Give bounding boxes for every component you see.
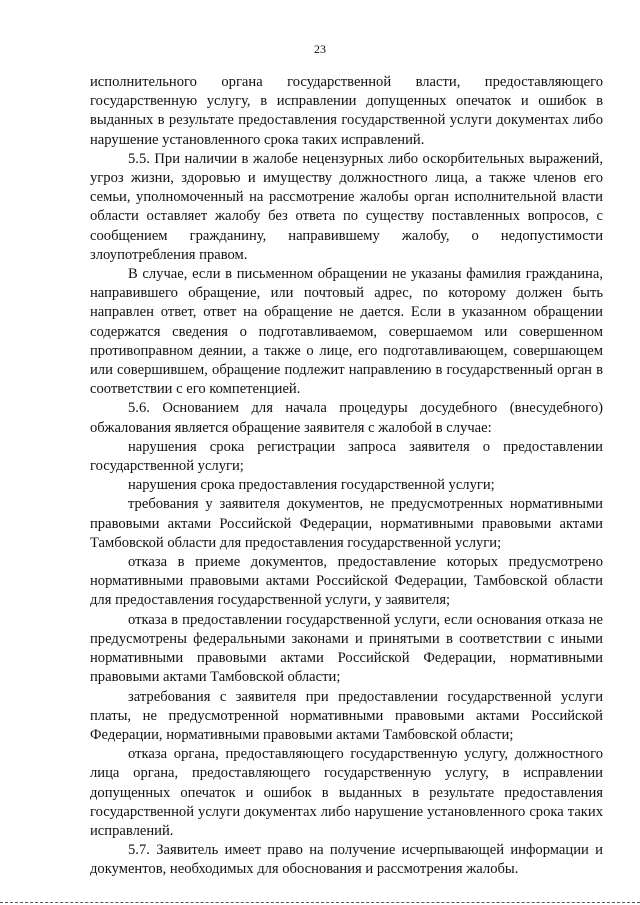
scan-bottom-edge bbox=[0, 901, 640, 903]
list-item-unlawful-fee: затребования с заявителя при предоставлении государственной услуги платы, не предусмотренной нормативными правовыми актами Российской Федерации, нормативными правовыми актами Тамбовской области; bbox=[90, 688, 603, 743]
paragraph-anonymous-appeal: В случае, если в письменном обращении не указаны фамилия гражданина, направившего обращение, или почтовый адрес, по которому должен быть направлен ответ, ответ на обращение не дается. Если в указанном обращении содержатся сведения о подготавливаемом, совершаемом или совершенном противоправном деянии, а также о лице, его подготавливающем, совершающем или совершившем, обращение подлежит направлению в государственный орган в соответствии с его компетенцией. bbox=[90, 266, 603, 398]
page-number: 23 bbox=[314, 42, 326, 56]
list-item-service-delay: нарушения срока предоставления государственной услуги; bbox=[128, 477, 495, 494]
list-item-correction-refusal: отказа органа, предоставляющего государственную услугу, должностного лица органа, предоставляющего государственную услугу, в исправлении допущенных опечаток и ошибок в выданных в результате предоставления государственной услуги документах либо нарушение установленного срока таких исправлений. bbox=[90, 746, 603, 839]
list-item-document-refusal: отказа в приеме документов, предоставление которых предусмотрено нормативными правовыми актами Российской Федерации, Тамбовской области для предоставления государственной услуги, у заявителя; bbox=[90, 554, 603, 609]
paragraph-5-5: 5.5. При наличии в жалобе нецензурных либо оскорбительных выражений, угроз жизни, здоровью и имуществу должностного лица, а также членов его семьи, уполномоченный на рассмотрение жалобы орган исполнительной власти области оставляет жалобу без ответа по существу поставленных вопросов, с сообщением гражданину, направившему жалобу, о недопустимости злоупотребления правом. bbox=[90, 150, 603, 263]
list-item-service-refusal: отказа в предоставлении государственной услуги, если основания отказа не предусмотрены федеральными законами и принятыми в соответствии с иными нормативными правовыми актами Российской Федерации, нормативными правовыми актами Тамбовской области; bbox=[90, 611, 603, 686]
paragraph-5-6: 5.6. Основанием для начала процедуры досудебного (внесудебного) обжалования является обращение заявителя с жалобой в случае: bbox=[90, 400, 603, 436]
list-item-extra-documents: требования у заявителя документов, не предусмотренных нормативными правовыми актами Российской Федерации, нормативными правовыми актами Тамбовской области для предоставления государственной услуги; bbox=[90, 496, 603, 551]
document-body bbox=[90, 73, 603, 880]
paragraph-5-7: 5.7. Заявитель имеет право на получение исчерпывающей информации и документов, необходимых для обоснования и рассмотрения жалобы. bbox=[90, 842, 603, 878]
list-item-registration-delay: нарушения срока регистрации запроса заявителя о предоставлении государственной услуги; bbox=[90, 438, 603, 475]
paragraph-continuation: исполнительного органа государственной власти, предоставляющего государственную услугу, в исправлении допущенных опечаток и ошибок в выданных в результате предоставления государственной услуги документах либо нарушение установленного срока таких исправлений. bbox=[90, 74, 603, 148]
